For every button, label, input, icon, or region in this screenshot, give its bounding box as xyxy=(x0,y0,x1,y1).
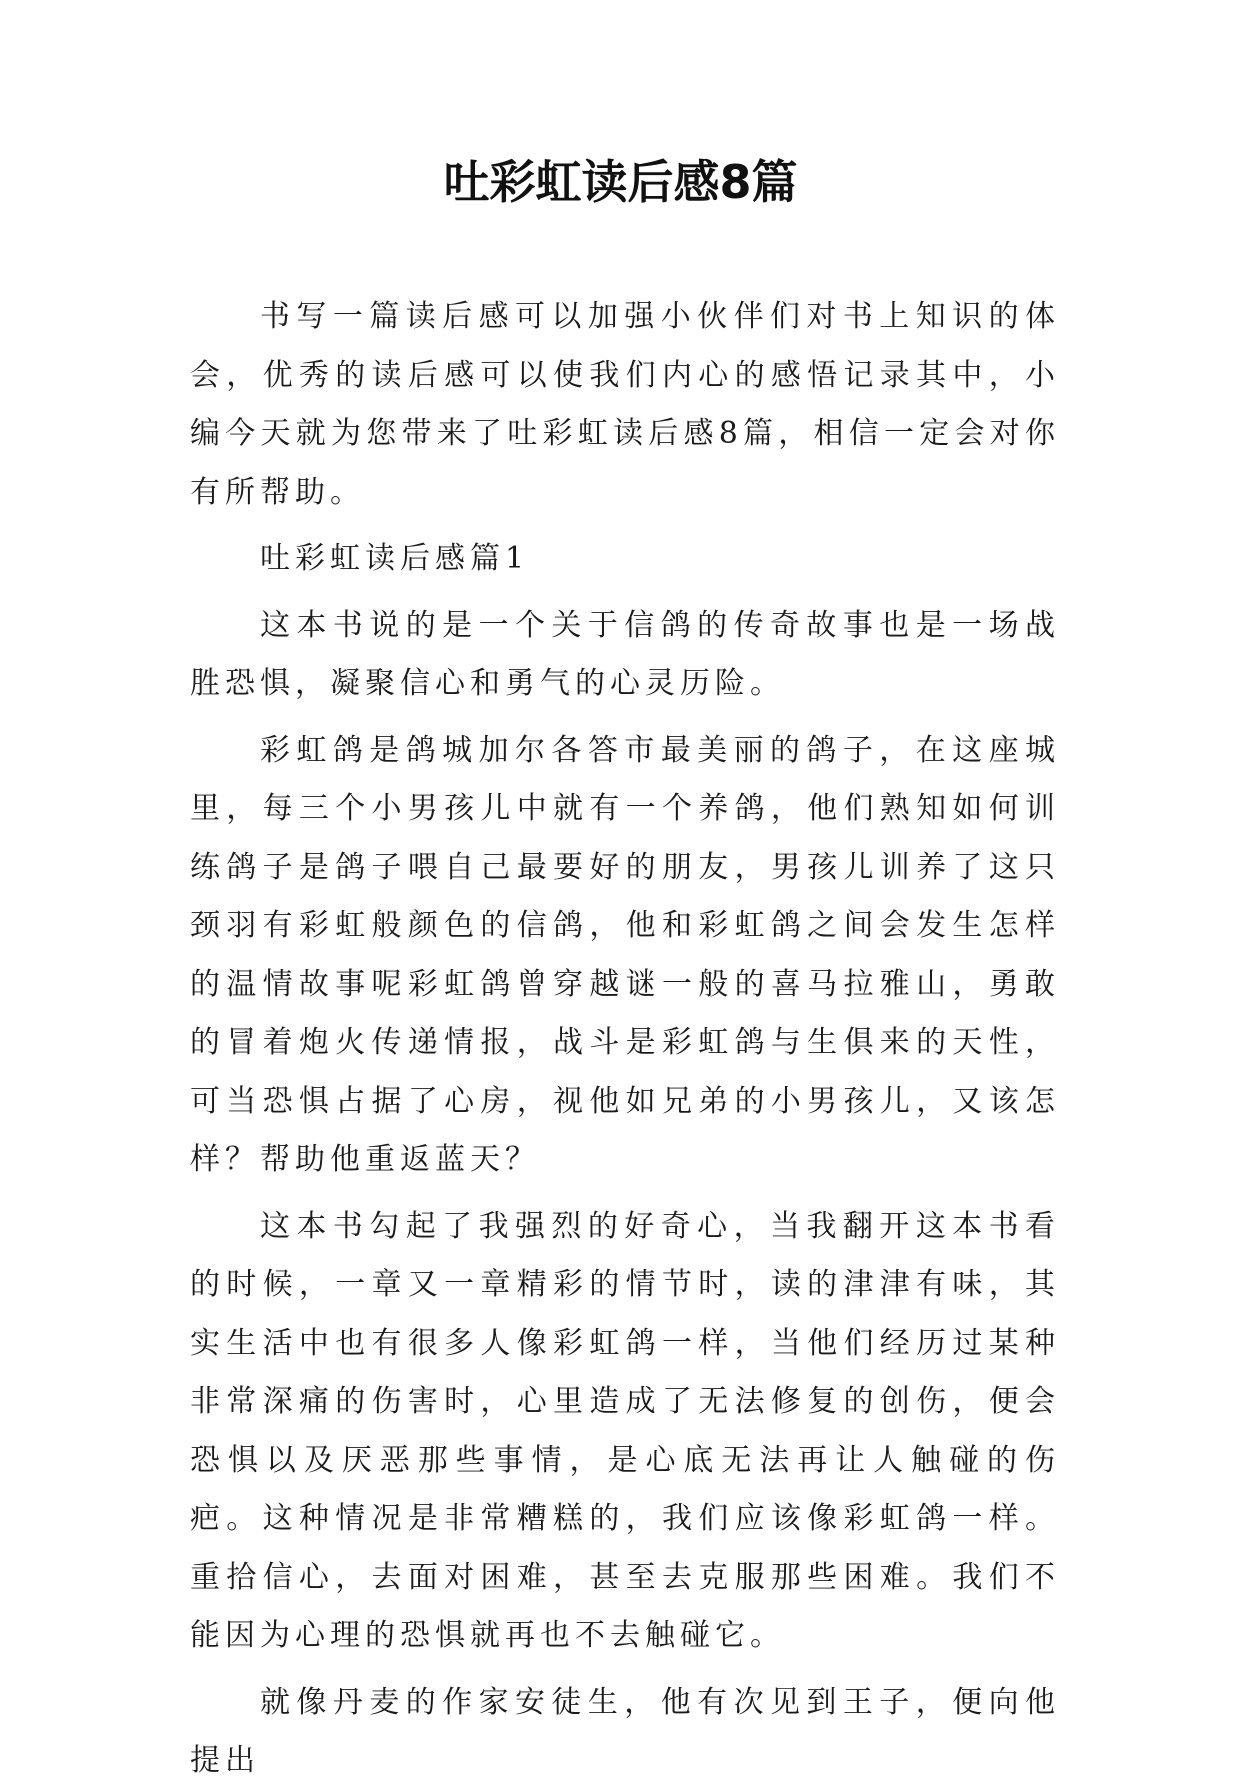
section-heading: 吐彩虹读后感篇1 xyxy=(260,541,530,576)
document-title: 吐彩虹读后感8篇 xyxy=(443,155,798,209)
body-paragraph: 这本书说的是一个关于信鸽的传奇故事也是一场战胜恐惧，凝聚信心和勇气的心灵历险。 xyxy=(190,607,1060,701)
document-body xyxy=(190,288,1060,1791)
intro-paragraph: 书写一篇读后感可以加强小伙伴们对书上知识的体会，优秀的读后感可以使我们内心的感悟记录其中，小编今天就为您带来了吐彩虹读后感8篇，相信一定会对你有所帮助。 xyxy=(190,299,1060,510)
body-paragraph: 就像丹麦的作家安徒生，他有次见到王子，便向他提出 xyxy=(190,1684,1060,1778)
body-paragraph: 彩虹鸽是鸽城加尔各答市最美丽的鸽子，在这座城里，每三个小男孩儿中就有一个养鸽，他们熟知如何训练鸽子是鸽子喂自己最要好的朋友，男孩儿训养了这只颈羽有彩虹般颜色的信鸽，他和彩虹鸽之间会发生怎样的温情故事呢彩虹鸽曾穿越谜一般的喜马拉雅山，勇敢的冒着炮火传递情报，战斗是彩虹鸽与生俱来的天性，可当恐惧占据了心房，视他如兄弟的小男孩儿，又该怎样？帮助他重返蓝天？ xyxy=(190,732,1060,1177)
body-paragraph: 这本书勾起了我强烈的好奇心，当我翻开这本书看的时候，一章又一章精彩的情节时，读的津津有味，其实生活中也有很多人像彩虹鸽一样，当他们经历过某种非常深痛的伤害时，心里造成了无法修复的创伤，便会恐惧以及厌恶那些事情，是心底无法再让人触碰的伤疤。这种情况是非常糟糕的，我们应该像彩虹鸽一样。重拾信心，去面对困难，甚至去克服那些困难。我们不能因为心理的恐惧就再也不去触碰它。 xyxy=(190,1208,1060,1653)
